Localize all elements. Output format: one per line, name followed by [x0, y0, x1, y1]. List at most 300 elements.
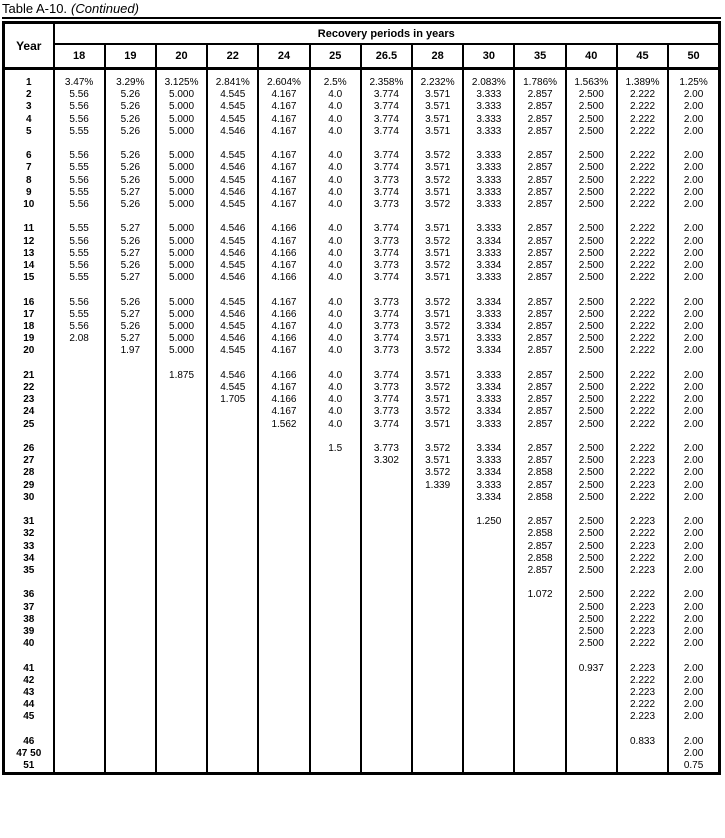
data-cell: 5.000: [156, 175, 207, 187]
data-cell: 4.545: [207, 175, 258, 187]
data-cell: 2.222: [617, 614, 668, 626]
data-cell: 2.358%: [361, 77, 412, 89]
table-header: [4, 23, 720, 69]
data-cell: 2.500: [566, 187, 617, 199]
data-cell: [54, 724, 105, 736]
data-cell: 5.56: [54, 89, 105, 101]
data-cell: 3.47%: [54, 77, 105, 89]
data-cell: [310, 748, 361, 760]
data-cell: 1.072: [514, 589, 565, 601]
data-cell: [156, 602, 207, 614]
data-cell: 3.774: [361, 223, 412, 235]
data-cell: 2.00: [668, 382, 719, 394]
data-cell: 2.00: [668, 748, 719, 760]
data-cell: [207, 650, 258, 662]
data-cell: 4.546: [207, 309, 258, 321]
data-cell: [207, 528, 258, 540]
data-cell: [54, 663, 105, 675]
data-cell: [258, 504, 309, 516]
data-cell: [258, 589, 309, 601]
data-cell: [361, 211, 412, 223]
data-cell: [105, 541, 156, 553]
data-cell: [514, 638, 565, 650]
data-cell: [361, 138, 412, 150]
data-cell: 2.00: [668, 162, 719, 174]
table-row: [4, 528, 720, 540]
table-row: [4, 126, 720, 138]
data-cell: [463, 528, 514, 540]
data-cell: 2.500: [566, 467, 617, 479]
data-cell: 4.0: [310, 162, 361, 174]
data-cell: [105, 504, 156, 516]
data-cell: 4.546: [207, 333, 258, 345]
data-cell: [463, 687, 514, 699]
data-cell: 2.00: [668, 101, 719, 113]
data-cell: [105, 626, 156, 638]
data-cell: 3.333: [463, 187, 514, 199]
data-cell: [463, 284, 514, 296]
data-cell: [54, 406, 105, 418]
year-cell: 5: [4, 126, 54, 138]
table-row: [4, 614, 720, 626]
data-cell: 3.571: [412, 419, 463, 431]
data-cell: 2.08: [54, 333, 105, 345]
year-cell: 8: [4, 175, 54, 187]
spacer-row: [4, 650, 720, 662]
data-cell: [258, 69, 309, 78]
data-cell: 5.27: [105, 309, 156, 321]
data-cell: 2.00: [668, 480, 719, 492]
table-row: [4, 272, 720, 284]
data-cell: [258, 602, 309, 614]
table-row: [4, 89, 720, 101]
data-cell: 5.26: [105, 321, 156, 333]
data-cell: 3.773: [361, 236, 412, 248]
data-cell: [207, 504, 258, 516]
data-cell: 2.222: [617, 248, 668, 260]
table-row: [4, 370, 720, 382]
data-cell: [310, 736, 361, 748]
year-cell: 34: [4, 553, 54, 565]
data-cell: [54, 211, 105, 223]
data-cell: 2.222: [617, 272, 668, 284]
data-cell: 4.0: [310, 89, 361, 101]
year-cell: 43: [4, 687, 54, 699]
data-cell: 2.222: [617, 553, 668, 565]
data-cell: [617, 504, 668, 516]
data-cell: 3.571: [412, 114, 463, 126]
column-header: 24: [258, 44, 309, 69]
data-cell: 2.500: [566, 455, 617, 467]
data-cell: 2.222: [617, 394, 668, 406]
column-header-row: [4, 44, 720, 69]
data-cell: 3.333: [463, 126, 514, 138]
data-cell: [258, 431, 309, 443]
data-cell: [207, 687, 258, 699]
data-cell: [412, 211, 463, 223]
year-cell: 19: [4, 333, 54, 345]
data-cell: [412, 541, 463, 553]
data-cell: [105, 419, 156, 431]
data-cell: 2.500: [566, 626, 617, 638]
data-cell: [156, 394, 207, 406]
data-cell: 4.0: [310, 345, 361, 357]
data-cell: 5.26: [105, 89, 156, 101]
data-cell: 2.00: [668, 345, 719, 357]
data-cell: [566, 69, 617, 78]
data-cell: 2.857: [514, 516, 565, 528]
data-cell: 3.333: [463, 162, 514, 174]
data-cell: 4.545: [207, 101, 258, 113]
data-cell: 4.0: [310, 150, 361, 162]
spacer-row: [4, 724, 720, 736]
data-cell: [566, 675, 617, 687]
data-cell: [617, 211, 668, 223]
data-cell: 2.500: [566, 126, 617, 138]
data-cell: [668, 724, 719, 736]
data-cell: 3.333: [463, 309, 514, 321]
data-cell: [412, 528, 463, 540]
data-cell: 2.604%: [258, 77, 309, 89]
data-cell: [617, 284, 668, 296]
year-cell: 29: [4, 480, 54, 492]
data-cell: [361, 504, 412, 516]
data-cell: [105, 467, 156, 479]
data-cell: 3.571: [412, 126, 463, 138]
data-cell: [258, 724, 309, 736]
data-cell: 3.125%: [156, 77, 207, 89]
table-row: [4, 675, 720, 687]
table-row: [4, 77, 720, 89]
data-cell: 2.00: [668, 699, 719, 711]
data-cell: 3.773: [361, 175, 412, 187]
data-cell: 2.00: [668, 370, 719, 382]
data-cell: 2.857: [514, 150, 565, 162]
data-cell: 2.222: [617, 126, 668, 138]
year-cell: [4, 358, 54, 370]
data-cell: [156, 736, 207, 748]
data-cell: 5.000: [156, 162, 207, 174]
data-cell: 4.0: [310, 309, 361, 321]
data-cell: 3.774: [361, 187, 412, 199]
data-cell: [105, 748, 156, 760]
data-cell: 5.000: [156, 101, 207, 113]
data-cell: 2.500: [566, 175, 617, 187]
data-cell: [463, 748, 514, 760]
data-cell: [361, 516, 412, 528]
data-cell: 5.26: [105, 175, 156, 187]
data-cell: [361, 589, 412, 601]
data-cell: 5.56: [54, 175, 105, 187]
data-cell: 3.572: [412, 321, 463, 333]
data-cell: 2.223: [617, 602, 668, 614]
data-cell: [463, 138, 514, 150]
data-cell: 2.858: [514, 492, 565, 504]
year-cell: 39: [4, 626, 54, 638]
year-cell: 42: [4, 675, 54, 687]
data-cell: [207, 553, 258, 565]
data-cell: [207, 284, 258, 296]
data-cell: 3.334: [463, 467, 514, 479]
data-cell: 2.223: [617, 626, 668, 638]
data-cell: [156, 443, 207, 455]
data-cell: [258, 284, 309, 296]
data-cell: [617, 577, 668, 589]
depreciation-table: [2, 21, 721, 775]
data-cell: 4.546: [207, 272, 258, 284]
data-cell: [54, 443, 105, 455]
year-cell: 40: [4, 638, 54, 650]
data-cell: 2.00: [668, 223, 719, 235]
column-header: 45: [617, 44, 668, 69]
data-cell: 2.222: [617, 528, 668, 540]
data-cell: 3.774: [361, 248, 412, 260]
table-row: [4, 199, 720, 211]
data-cell: 1.562: [258, 419, 309, 431]
data-cell: [463, 699, 514, 711]
data-cell: 5.55: [54, 162, 105, 174]
data-cell: 3.774: [361, 89, 412, 101]
data-cell: 4.546: [207, 162, 258, 174]
data-cell: [54, 345, 105, 357]
data-cell: 2.00: [668, 150, 719, 162]
table-row: [4, 419, 720, 431]
data-cell: 2.222: [617, 114, 668, 126]
data-cell: [207, 358, 258, 370]
table-row: [4, 699, 720, 711]
data-cell: 2.00: [668, 114, 719, 126]
data-cell: [207, 614, 258, 626]
data-cell: 2.857: [514, 455, 565, 467]
data-cell: 2.222: [617, 150, 668, 162]
data-cell: 2.222: [617, 223, 668, 235]
data-cell: [156, 406, 207, 418]
data-cell: [463, 565, 514, 577]
data-cell: [156, 419, 207, 431]
data-cell: 4.0: [310, 126, 361, 138]
data-cell: 4.167: [258, 175, 309, 187]
year-cell: [4, 69, 54, 78]
data-cell: [310, 577, 361, 589]
year-cell: 2: [4, 89, 54, 101]
year-cell: 37: [4, 602, 54, 614]
data-cell: [412, 614, 463, 626]
data-cell: 4.167: [258, 126, 309, 138]
year-cell: 25: [4, 419, 54, 431]
data-cell: [412, 589, 463, 601]
data-cell: [361, 699, 412, 711]
data-cell: [258, 736, 309, 748]
data-cell: [105, 394, 156, 406]
data-cell: [207, 748, 258, 760]
data-cell: [54, 516, 105, 528]
data-cell: 2.500: [566, 223, 617, 235]
data-cell: [361, 736, 412, 748]
data-cell: [566, 711, 617, 723]
data-cell: [156, 382, 207, 394]
year-cell: 36: [4, 589, 54, 601]
table-row: [4, 114, 720, 126]
data-cell: 4.0: [310, 394, 361, 406]
column-header: 28: [412, 44, 463, 69]
data-cell: [566, 736, 617, 748]
column-header: 30: [463, 44, 514, 69]
spacer-row: [4, 69, 720, 78]
data-cell: 4.0: [310, 248, 361, 260]
data-cell: [54, 638, 105, 650]
data-cell: 2.500: [566, 321, 617, 333]
data-cell: [463, 589, 514, 601]
data-cell: [156, 748, 207, 760]
data-cell: 2.222: [617, 89, 668, 101]
data-cell: [566, 760, 617, 774]
data-cell: [156, 675, 207, 687]
data-cell: 4.546: [207, 223, 258, 235]
data-cell: [412, 626, 463, 638]
data-cell: [463, 663, 514, 675]
data-cell: 3.333: [463, 248, 514, 260]
data-cell: [258, 492, 309, 504]
data-cell: 2.00: [668, 309, 719, 321]
data-cell: [105, 602, 156, 614]
table-body: [4, 69, 720, 774]
data-cell: 3.334: [463, 260, 514, 272]
year-cell: 7: [4, 162, 54, 174]
data-cell: 4.546: [207, 370, 258, 382]
data-cell: [668, 69, 719, 78]
column-header: 19: [105, 44, 156, 69]
table-row: [4, 492, 720, 504]
data-cell: [54, 504, 105, 516]
year-cell: 44: [4, 699, 54, 711]
data-cell: [463, 504, 514, 516]
data-cell: 2.500: [566, 236, 617, 248]
data-cell: 2.223: [617, 455, 668, 467]
data-cell: 2.00: [668, 541, 719, 553]
data-cell: [514, 760, 565, 774]
data-cell: 2.222: [617, 406, 668, 418]
data-cell: [105, 528, 156, 540]
data-cell: 5.55: [54, 272, 105, 284]
data-cell: [566, 687, 617, 699]
data-cell: [54, 589, 105, 601]
table-row: [4, 663, 720, 675]
data-cell: [412, 736, 463, 748]
group-header-row: [4, 23, 720, 45]
data-cell: 0.833: [617, 736, 668, 748]
data-cell: [54, 528, 105, 540]
spacer-row: [4, 577, 720, 589]
data-cell: [412, 492, 463, 504]
data-cell: 4.0: [310, 406, 361, 418]
spacer-row: [4, 138, 720, 150]
data-cell: 5.56: [54, 114, 105, 126]
data-cell: 2.857: [514, 370, 565, 382]
data-cell: [412, 69, 463, 78]
data-cell: 2.857: [514, 333, 565, 345]
data-cell: [207, 492, 258, 504]
table-row: [4, 736, 720, 748]
data-cell: [463, 614, 514, 626]
data-cell: [207, 724, 258, 736]
data-cell: [156, 626, 207, 638]
data-cell: 4.546: [207, 187, 258, 199]
table-row: [4, 406, 720, 418]
data-cell: [105, 663, 156, 675]
data-cell: [156, 663, 207, 675]
column-header: 26.5: [361, 44, 412, 69]
data-cell: 5.56: [54, 297, 105, 309]
data-cell: [514, 284, 565, 296]
table-row: [4, 382, 720, 394]
data-cell: [207, 626, 258, 638]
table-row: [4, 394, 720, 406]
data-cell: 2.857: [514, 272, 565, 284]
data-cell: 5.56: [54, 236, 105, 248]
table-row: [4, 638, 720, 650]
year-cell: 33: [4, 541, 54, 553]
data-cell: [566, 748, 617, 760]
data-cell: 4.0: [310, 236, 361, 248]
spacer-row: [4, 284, 720, 296]
data-cell: 4.0: [310, 333, 361, 345]
data-cell: 3.774: [361, 419, 412, 431]
data-cell: [310, 480, 361, 492]
data-cell: [566, 211, 617, 223]
spacer-row: [4, 431, 720, 443]
data-cell: 2.00: [668, 614, 719, 626]
data-cell: 3.334: [463, 297, 514, 309]
data-cell: [668, 284, 719, 296]
table-title: [2, 1, 721, 19]
data-cell: 2.222: [617, 175, 668, 187]
data-cell: [156, 516, 207, 528]
data-cell: 2.500: [566, 162, 617, 174]
data-cell: [207, 138, 258, 150]
data-cell: [514, 504, 565, 516]
table-row: [4, 309, 720, 321]
data-cell: 2.857: [514, 248, 565, 260]
data-cell: [361, 528, 412, 540]
data-cell: [310, 553, 361, 565]
data-cell: 5.55: [54, 223, 105, 235]
data-cell: [105, 565, 156, 577]
data-cell: 3.572: [412, 236, 463, 248]
data-cell: [361, 760, 412, 774]
data-cell: [156, 553, 207, 565]
data-cell: [54, 626, 105, 638]
data-cell: [54, 602, 105, 614]
data-cell: [207, 565, 258, 577]
data-cell: [258, 138, 309, 150]
data-cell: 2.222: [617, 370, 668, 382]
data-cell: [258, 443, 309, 455]
data-cell: [207, 69, 258, 78]
data-cell: 1.97: [105, 345, 156, 357]
data-cell: 5.55: [54, 126, 105, 138]
data-cell: [361, 663, 412, 675]
year-cell: 32: [4, 528, 54, 540]
data-cell: [463, 602, 514, 614]
data-cell: [463, 711, 514, 723]
data-cell: [258, 614, 309, 626]
data-cell: 5.000: [156, 345, 207, 357]
data-cell: 2.857: [514, 297, 565, 309]
data-cell: [566, 724, 617, 736]
data-cell: [207, 602, 258, 614]
data-cell: [105, 69, 156, 78]
data-cell: 2.857: [514, 382, 565, 394]
